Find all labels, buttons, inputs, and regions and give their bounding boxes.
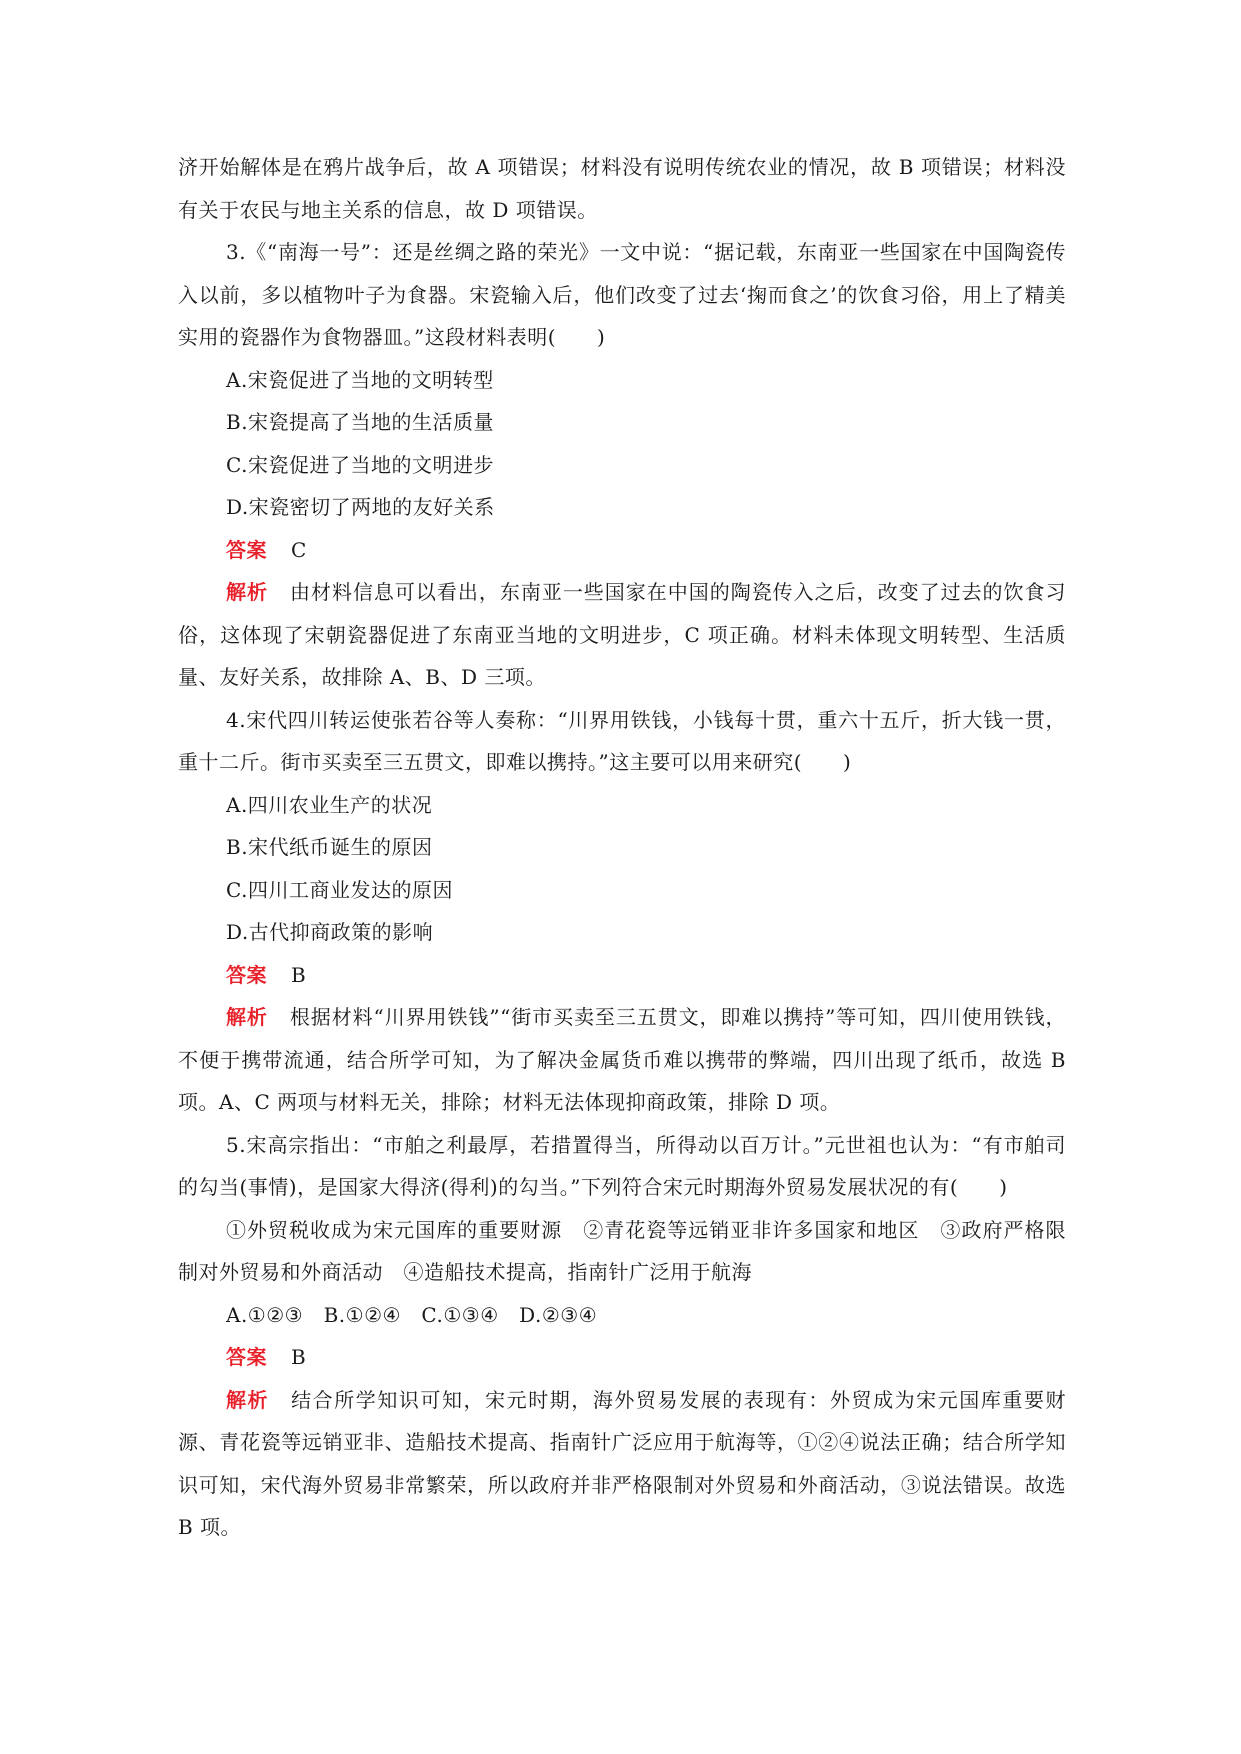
question-5 <box>178 1124 1066 1549</box>
question-stem: 4.宋代四川转运使张若谷等人奏称：“川界用铁钱，小钱每十贯，重六十五斤，折大钱一贯，重十二斤。街市买卖至三五贯文，即难以携持。”这主要可以用来研究( ) <box>178 707 1066 774</box>
answer-line <box>178 529 1066 572</box>
option-a: A.四川农业生产的状况 <box>226 792 433 817</box>
option-b: B.宋代纸币诞生的原因 <box>226 835 433 859</box>
option-c: C.四川工商业发达的原因 <box>226 877 453 902</box>
previous-explanation-tail: 济开始解体是在鸦片战争后，故 A 项错误；材料没有说明传统农业的情况，故 B 项错误；材料没有关于农民与地主关系的信息，故 D 项错误。 <box>178 155 1066 222</box>
analysis-label: 解析 <box>226 1005 268 1029</box>
analysis-paragraph <box>178 996 1066 1124</box>
option-a: A.宋瓷促进了当地的文明转型 <box>226 367 494 392</box>
question-statements: ①外贸税收成为宋元国库的重要财源 ②青花瓷等远销亚非许多国家和地区 ③政府严格限制对外贸易和外商活动 ④造船技术提高，指南针广泛用于航海 <box>178 1217 1066 1284</box>
analysis-label: 解析 <box>226 580 268 604</box>
question-stem: 3.《“南海一号”：还是丝绸之路的荣光》一文中说：“据记载，东南亚一些国家在中国陶瓷传入以前，多以植物叶子为食器。宋瓷输入后，他们改变了过去‘掬而食之’的饮食习俗，用上了精美实用的瓷器作为食物器皿。”这段材料表明( ) <box>178 240 1066 349</box>
analysis-text: 由材料信息可以看出，东南亚一些国家在中国的陶瓷传入之后，改变了过去的饮食习俗，这体现了宋朝瓷器促进了东南亚当地的文明进步，C 项正确。材料未体现文明转型、生活质量、友好关系，故排除 A、B、D 三项。 <box>178 580 1067 689</box>
analysis-label: 解析 <box>226 1387 270 1412</box>
answer-value: B <box>291 962 307 987</box>
answer-label: 答案 <box>226 962 267 987</box>
answer-line <box>178 954 1066 997</box>
analysis-text: 根据材料“川界用铁钱”“街市买卖至三五贯文，即难以携持”等可知，四川使用铁钱，不便于携带流通，结合所学可知，为了解决金属货币难以携带的弊端，四川出现了纸币，故选 B 项。A、C 两项与材料无关，排除；材料无法体现抑商政策，排除 D 项。 <box>178 1005 1067 1114</box>
answer-label: 答案 <box>226 537 267 562</box>
question-3 <box>178 231 1066 699</box>
options-line: A.①②③ B.①②④ C.①③④ D.②③④ <box>226 1302 598 1327</box>
analysis-text: 结合所学知识可知，宋元时期，海外贸易发展的表现有：外贸成为宋元国库重要财源、青花瓷等远销亚非、造船技术提高、指南针广泛应用于航海等，①②④说法正确；结合所学知识可知，宋代海外贸易非常繁荣，所以政府并非严格限制对外贸易和外商活动，③说法错误。故选 B 项。 <box>178 1387 1067 1539</box>
analysis-paragraph <box>178 571 1066 699</box>
question-stem: 5.宋高宗指出：“市舶之利最厚，若措置得当，所得动以百万计。”元世祖也认为：“有市舶司的勾当(事情)，是国家大得济(得利)的勾当。”下列符合宋元时期海外贸易发展状况的有( ) <box>178 1132 1066 1199</box>
option-d: D.古代抑商政策的影响 <box>226 920 434 944</box>
option-c: C.宋瓷促进了当地的文明进步 <box>226 452 494 477</box>
option-b: B.宋瓷提高了当地的生活质量 <box>226 410 495 434</box>
question-4 <box>178 699 1066 1124</box>
answer-label: 答案 <box>226 1345 267 1369</box>
analysis-paragraph <box>178 1379 1066 1549</box>
answer-value: C <box>291 537 307 562</box>
answer-line <box>178 1336 1066 1379</box>
document-page <box>178 146 1066 1549</box>
answer-value: B <box>291 1345 307 1369</box>
option-d: D.宋瓷密切了两地的友好关系 <box>226 495 495 519</box>
